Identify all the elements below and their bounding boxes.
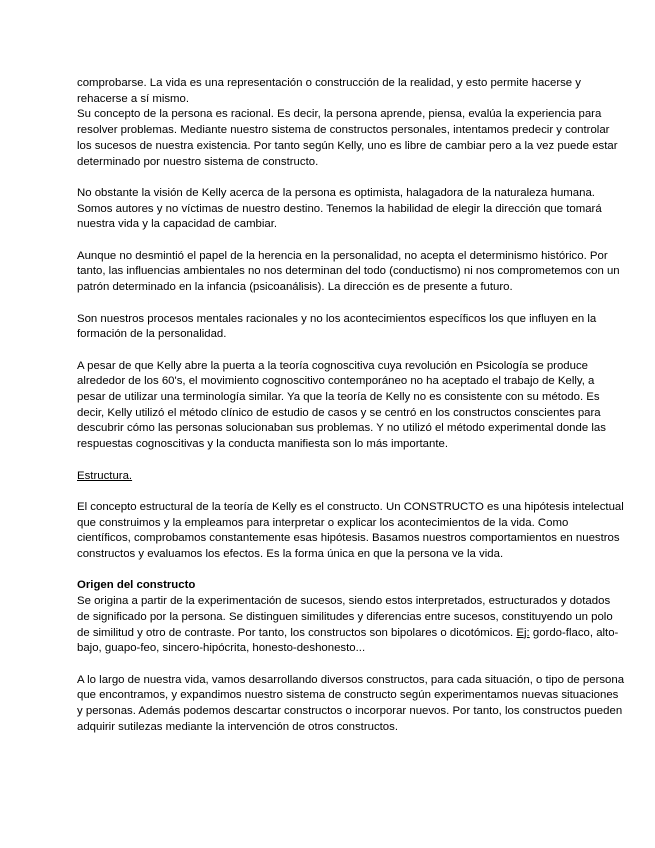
paragraph-constructo-definicion: El concepto estructural de la teoría de Kelly es el constructo. Un CONSTRUCTO es una hipótesis intelectual que construimos y la empleamos para interpretar o explicar los acontecimientos de la vida. Como científicos, comprobamos constantemente esas hipótesis. Basamos nuestros comportamientos en nuestros constructos y evaluamos los efectos. Es la forma única en que la persona ve la vida. (77, 500, 624, 560)
paragraph-realidad: comprobarse. La vida es una representación o construcción de la realidad, y esto permite hacerse y rehacerse a sí mismo. (77, 77, 581, 105)
paragraph-vision-optimista: No obstante la visión de Kelly acerca de la persona es optimista, halagadora de la naturaleza humana. Somos autores y no víctimas de nuestro destino. Tenemos la habilidad de elegir la dirección que tomará nuestra vida y la capacidad de cambiar. (77, 186, 602, 231)
paragraph-gap (77, 563, 625, 579)
paragraph-desarrollo-constructos: A lo largo de nuestra vida, vamos desarrollando diversos constructos, para cada situación, o tipo de persona que encontramos, y expandimos nuestro sistema de constructo según experimentamos nuevas situaciones y personas. Además podemos descartar constructos o incorporar nuevos. Por tanto, los constructos pueden adquirir sutilezas mediante la intervención de otros constructos. (77, 673, 625, 733)
document-page (77, 76, 625, 735)
heading-origen-constructo: Origen del constructo (77, 579, 196, 592)
paragraph-gap (77, 170, 625, 186)
paragraph-determinismo: Aunque no desmintió el papel de la herencia en la personalidad, no acepta el determinismo histórico. Por tanto, las influencias ambientales no nos determinan del todo (conductismo) ni nos comprometemos con un patrón determinado en la infancia (psicoanálisis). La dirección es de presente a futuro. (77, 249, 620, 294)
paragraph-concepto-persona: Su concepto de la persona es racional. Es decir, la persona aprende, piensa, evalúa la experiencia para resolver problemas. Mediante nuestro sistema de constructos personales, intentamos predecir y controlar los sucesos de nuestra existencia. Por tanto según Kelly, uno es libre de cambiar pero a la vez puede estar determinado por nuestro sistema de constructo. (77, 108, 618, 168)
paragraph-origen (77, 594, 625, 657)
paragraph-gap (77, 296, 625, 312)
paragraph-procesos-mentales: Son nuestros procesos mentales racionales y no los acontecimientos específicos los que influyen en la formación de la personalidad. (77, 312, 597, 341)
paragraph-gap (77, 233, 625, 249)
example-label: Ej: (516, 626, 530, 639)
paragraph-gap (77, 343, 625, 359)
heading-estructura: Estructura. (77, 469, 133, 482)
paragraph-teoria-cognoscitiva: A pesar de que Kelly abre la puerta a la teoría cognoscitiva cuya revolución en Psicología se produce alrededor de los 60's, el movimiento cognoscitivo contemporáneo no ha aceptado el trabajo de Kelly, a pesar de utilizar una terminología similar. Ya que la teoría de Kelly no es consistente con su método. Es decir, Kelly utilizó el método clínico de estudio de casos y se centró en los constructos conscientes para descubrir cómo las personas solucionaban sus problemas. Y no utilizó el método experimental donde las respuestas cognoscitivas y la conducta manifiesta son lo más importante. (77, 359, 606, 451)
paragraph-gap (77, 657, 625, 673)
paragraph-gap (77, 453, 625, 469)
example-list: gordo-flaco, alto-bajo, guapo-feo, sincero-hipócrita, honesto-deshonesto... (77, 626, 619, 655)
paragraph-gap (77, 484, 625, 500)
origen-text: Se origina a partir de la experimentación de sucesos, siendo estos interpretados, estructurados y dotados de significado por la persona. Se distinguen similitudes y diferencias entre sucesos, constituyendo un polo de similitud y otro de contraste. Por tanto, los constructos son bipolares o dicotómicos. (77, 595, 613, 639)
